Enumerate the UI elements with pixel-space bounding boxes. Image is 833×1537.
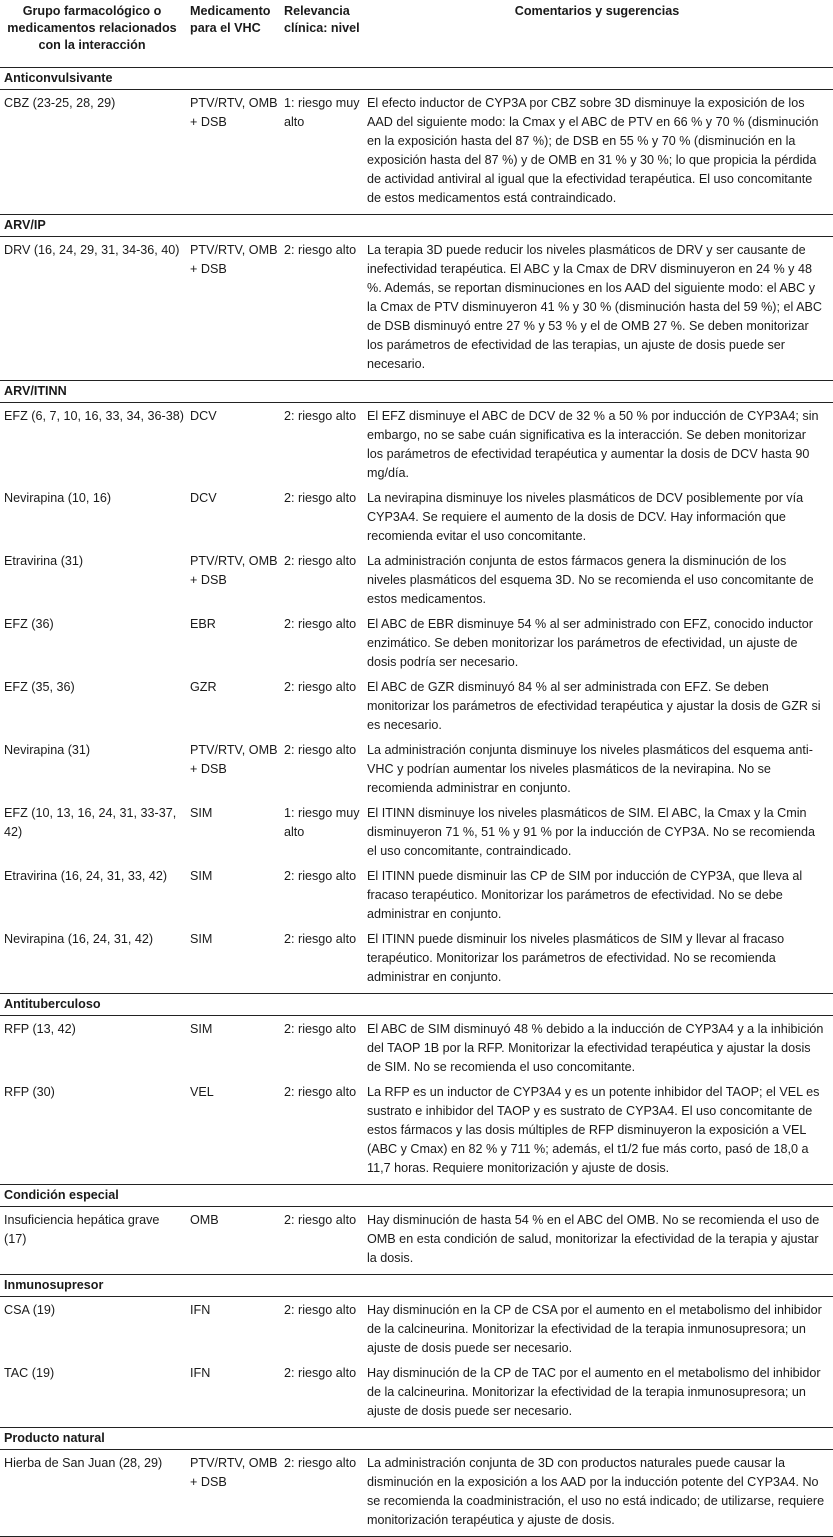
cell-drug: VEL (190, 1085, 214, 1099)
table-row (0, 926, 833, 994)
cell-relevance: 2: riesgo alto (284, 1085, 357, 1099)
cell-comment: La administración conjunta disminuye los niveles plasmáticos del esquema anti-VHC y podrían aumentar los niveles plasmáticos de la nevirapina. No se recomienda administrar en conjunto. (367, 743, 813, 795)
cell-relevance: 2: riesgo alto (284, 617, 357, 631)
cell-comment: El ITINN puede disminuir las CP de SIM por inducción de CYP3A, que lleva al fracaso terapéutico. Monitorizar los parámetros de efectividad. No se debe administrar en conjunto. (367, 869, 803, 921)
category-row (0, 1428, 833, 1450)
cell-drug: PTV/RTV, OMB + DSB (190, 96, 278, 129)
cell-relevance: 2: riesgo alto (284, 409, 357, 423)
table-row (0, 90, 833, 215)
cell-drug: SIM (190, 932, 213, 946)
cell-group: EFZ (10, 13, 16, 24, 31, 33-37, 42) (4, 806, 177, 839)
cell-relevance: 2: riesgo alto (284, 680, 357, 694)
category-label: ARV/IP (0, 215, 833, 237)
category-label: Inmunosupresor (0, 1275, 833, 1297)
cell-drug: PTV/RTV, OMB + DSB (190, 743, 278, 776)
cell-drug: OMB (190, 1213, 219, 1227)
cell-drug: PTV/RTV, OMB + DSB (184, 1450, 280, 1537)
cell-group: CSA (19) (4, 1303, 56, 1317)
table-row (0, 403, 833, 486)
cell-group: CBZ (23-25, 28, 29) (4, 96, 116, 110)
table-row (0, 611, 833, 674)
cell-relevance: 2: riesgo alto (284, 1366, 357, 1380)
cell-relevance: 2: riesgo alto (284, 491, 357, 505)
cell-comment: El ABC de EBR disminuye 54 % al ser administrado con EFZ, conocido inductor enzimático. Se deben monitorizar los parámetros de efectividad, un ajuste de dosis podría ser necesario. (367, 617, 813, 669)
cell-drug: PTV/RTV, OMB + DSB (190, 243, 278, 276)
cell-relevance: 1: riesgo muy alto (284, 806, 360, 839)
category-label: Antituberculoso (0, 994, 833, 1016)
cell-comment: La nevirapina disminuye los niveles plasmáticos de DCV posiblemente por vía CYP3A4. Se requiere el aumento de la dosis de DCV. Hay información que recomienda evitar el uso concomitante. (367, 491, 804, 543)
cell-group: Etravirina (31) (4, 554, 84, 568)
cell-drug: EBR (190, 617, 216, 631)
table-row (0, 1297, 833, 1361)
table-row (0, 1450, 833, 1537)
cell-drug: DCV (190, 409, 217, 423)
cell-drug: DCV (190, 491, 217, 505)
cell-comment: El EFZ disminuye el ABC de DCV de 32 % a 50 % por inducción de CYP3A4; sin embargo, no se sabe cuán significativa es la interacción. Se deben monitorizar los parámetros de efectividad terapéutica y aumentar la dosis de DCV hasta 90 mg/día. (367, 409, 819, 480)
cell-group: Nevirapina (31) (4, 743, 91, 757)
cell-group: EFZ (6, 7, 10, 16, 33, 34, 36-38) (4, 409, 184, 423)
cell-relevance: 2: riesgo alto (284, 932, 357, 946)
table-row (0, 1079, 833, 1185)
table-row (0, 674, 833, 737)
cell-group: Insuficiencia hepática grave (17) (4, 1213, 160, 1246)
category-row (0, 381, 833, 403)
category-row (0, 1185, 833, 1207)
category-row (0, 215, 833, 237)
cell-drug: SIM (190, 1022, 213, 1036)
cell-group: RFP (30) (4, 1085, 55, 1099)
cell-group: RFP (13, 42) (4, 1022, 76, 1036)
cell-relevance: 2: riesgo alto (284, 554, 357, 568)
category-row (0, 68, 833, 90)
table-row (0, 863, 833, 926)
cell-relevance: 2: riesgo alto (284, 1213, 357, 1227)
cell-comment: El ITINN disminuye los niveles plasmáticos de SIM. El ABC, la Cmax y la Cmin disminuyeron 71 %, 51 % y 91 % por la inducción de CYP3A. No se recomienda el uso concomitante, contraindicado. (367, 806, 816, 858)
cell-group: Nevirapina (10, 16) (4, 491, 112, 505)
header-drug: Medicamento para el VHC (184, 0, 280, 68)
category-label: Anticonvulsivante (0, 68, 833, 90)
header-group: Grupo farmacológico o medicamentos relacionados con la interacción (0, 0, 184, 68)
cell-drug: GZR (190, 680, 217, 694)
category-label: Condición especial (0, 1185, 833, 1207)
cell-relevance: 2: riesgo alto (284, 1022, 357, 1036)
category-row (0, 1275, 833, 1297)
category-label: ARV/ITINN (0, 381, 833, 403)
cell-drug: PTV/RTV, OMB + DSB (190, 554, 278, 587)
cell-comment: El ITINN puede disminuir los niveles plasmáticos de SIM y llevar al fracaso terapéutico. Monitorizar los parámetros de efectividad. No se recomienda administrar en conjunto. (367, 932, 785, 984)
cell-drug: IFN (190, 1303, 211, 1317)
table-row (0, 1207, 833, 1275)
cell-comment: Hay disminución de hasta 54 % en el ABC del OMB. No se recomienda el uso de OMB en esta condición de salud, monitorizar la efectividad de la terapia y ajustar la dosis. (367, 1213, 820, 1265)
cell-group: Nevirapina (16, 24, 31, 42) (4, 932, 154, 946)
cell-comment: Hay disminución en la CP de CSA por el aumento en el metabolismo del inhibidor de la calcineurina. Monitorizar la efectividad de la terapia inmunosupresora; un ajuste de dosis puede ser necesario. (367, 1303, 822, 1355)
header-row (0, 0, 833, 68)
cell-comment: La administración conjunta de estos fármacos genera la disminución de los niveles plasmáticos del esquema 3D. No se recomienda el uso concomitante de estos medicamentos. (367, 554, 814, 606)
table-row (0, 237, 833, 381)
cell-comment: Hay disminución de la CP de TAC por el aumento en el metabolismo del inhibidor de la calcineurina. Monitorizar la efectividad de la terapia inmunosupresora; un ajuste de dosis puede ser necesario. (367, 1366, 821, 1418)
table-row (0, 1360, 833, 1428)
cell-group: EFZ (35, 36) (4, 680, 75, 694)
table-row (0, 548, 833, 611)
cell-comment: El ABC de SIM disminuyó 48 % debido a la inducción de CYP3A4 y a la inhibición del TAOP 1B por la RFP. Monitorizar la efectividad terapéutica y ajustar la dosis de SIM. No se recomienda el uso concomitante. (367, 1022, 824, 1074)
cell-relevance: 2: riesgo alto (284, 743, 357, 757)
header-comments: Comentarios y sugerencias (361, 0, 833, 68)
cell-comment: La terapia 3D puede reducir los niveles plasmáticos de DRV y ser causante de inefectividad terapéutica. El ABC y la Cmax de DRV disminuyeron en 24 % y 48 %. Además, se reportan disminuciones en los AAD del siguiente modo: el ABC y la Cmax de PTV disminuyeron 41 % y 30 % (disminución hasta del 59 %); el ABC de DSB disminuyó entre 27 % y 53 % y el de OMB 27 %. Se deben monitorizar los parámetros de efectividad de las terapias, un ajuste de dosis puede ser necesario. (367, 243, 822, 371)
category-row (0, 994, 833, 1016)
header-relevance: Relevancia clínica: nivel (280, 0, 361, 68)
cell-group: Etravirina (16, 24, 31, 33, 42) (4, 869, 168, 883)
cell-relevance: 1: riesgo muy alto (284, 96, 360, 129)
cell-group: EFZ (36) (4, 617, 54, 631)
cell-comment: La administración conjunta de 3D con productos naturales puede causar la disminución en la exposición a los AAD por la inducción potente del CYP3A4. No se recomienda la coadministración, el uso no está indicado; de utilizarse, requiere monitorización terapéutica y ajuste de dosis. (361, 1450, 833, 1537)
table-row (0, 737, 833, 800)
cell-group: DRV (16, 24, 29, 31, 34-36, 40) (4, 243, 180, 257)
table-row (0, 485, 833, 548)
cell-relevance: 2: riesgo alto (284, 869, 357, 883)
table-body (0, 68, 833, 1537)
cell-relevance: 2: riesgo alto (280, 1450, 361, 1537)
cell-comment: El ABC de GZR disminuyó 84 % al ser administrada con EFZ. Se deben monitorizar los parámetros de efectividad terapéutica y ajustar la dosis de GZR si es necesario. (367, 680, 821, 732)
category-label: Producto natural (0, 1428, 833, 1450)
cell-drug: SIM (190, 806, 213, 820)
cell-group: TAC (19) (4, 1366, 55, 1380)
cell-group: Hierba de San Juan (28, 29) (0, 1450, 184, 1537)
cell-comment: La RFP es un inductor de CYP3A4 y es un potente inhibidor del TAOP; el VEL es sustrato e inhibidor del TAOP y es sustrato de CYP3A4. El uso concomitante de estos fármacos y las dosis múltiples de RFP disminuyeron la exposición a VEL (ABC y Cmax) en 82 % y 711 %; además, el t1/2 fue más corto, pasó de 18,0 a 11,7 horas. Requiere monitorización y ajuste de dosis. (367, 1085, 820, 1175)
cell-comment: El efecto inductor de CYP3A por CBZ sobre 3D disminuye la exposición de los AAD del siguiente modo: la Cmax y el ABC de PTV en 66 % y 70 % (disminución en la exposición hasta del 87 %); de DSB en 55 % y 70 % (disminución en la exposición hasta del 87 %) y de OMB en 31 % y 30 %; lo que propicia la pérdida de actividad antiviral al igual que la efectividad terapéutica. El uso concomitante de estos medicamentos está contraindicado. (367, 96, 819, 205)
table-row (0, 1016, 833, 1080)
table-row (0, 800, 833, 863)
cell-drug: SIM (190, 869, 213, 883)
cell-drug: IFN (190, 1366, 211, 1380)
cell-relevance: 2: riesgo alto (284, 1303, 357, 1317)
cell-relevance: 2: riesgo alto (284, 243, 357, 257)
